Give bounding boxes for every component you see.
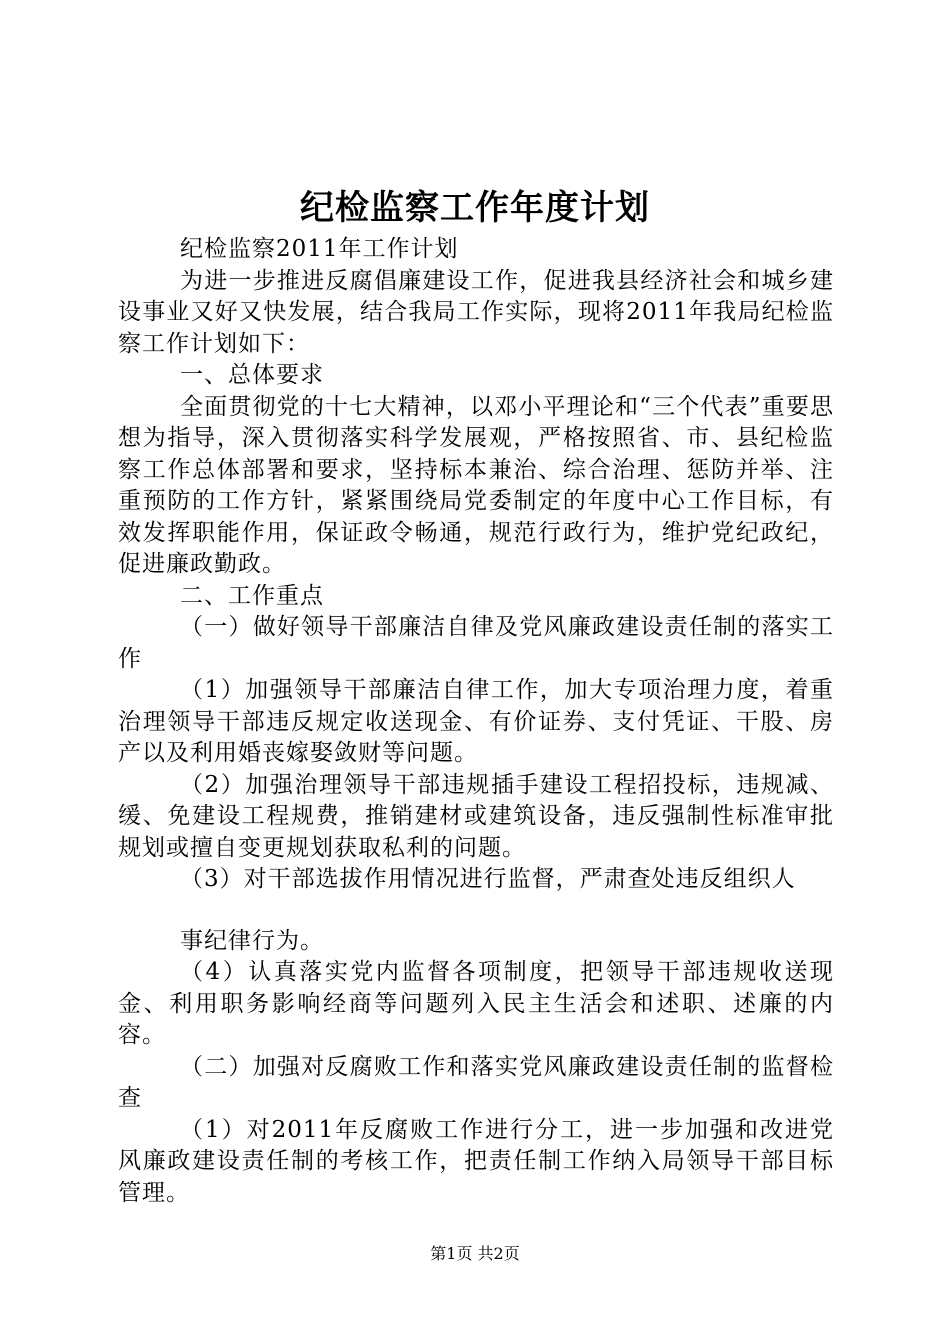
paragraph-item-1-1: （1）加强领导干部廉洁自律工作，加大专项治理力度，着重治理领导干部违反规定收送现金、有价证券、支付凭证、干股、房产以及利用婚丧嫁娶敛财等问题。 (118, 677, 834, 766)
paragraph-general-requirements: 全面贯彻党的十七大精神，以邓小平理论和“三个代表”重要思想为指导，深入贯彻落实科学发展观，严格按照省、市、县纪检监察工作总体部署和要求，坚持标本兼治、综合治理、惩防并举、注重预防的工作方针，紧紧围绕局党委制定的年度中心工作目标，有效发挥职能作用，保证政令畅通，规范行政行为，维护党纪政纪，促进廉政勤政。 (118, 393, 834, 577)
page-footer: 第1页 共2页 (430, 1244, 520, 1263)
paragraph-intro: 为进一步推进反腐倡廉建设工作，促进我县经济社会和城乡建设事业又好又快发展，结合我局工作实际，现将2011年我局纪检监察工作计划如下： (118, 267, 834, 357)
document-body (118, 234, 834, 1209)
paragraph-item-1-4: （4）认真落实党内监督各项制度，把领导干部违规收送现金、利用职务影响经商等问题列入民主生活会和述职、述廉的内容。 (118, 959, 834, 1048)
subheading-section-1: （一）做好领导干部廉洁自律及党风廉政建设责任制的落实工作 (118, 614, 834, 672)
document-title: 纪检监察工作年度计划 (300, 188, 650, 228)
paragraph-item-2-1: （1）对2011年反腐败工作进行分工，进一步加强和改进党风廉政建设责任制的考核工作，把责任制工作纳入局领导干部目标管理。 (118, 1116, 834, 1206)
paragraph-item-1-3-continued: 事纪律行为。 (180, 927, 324, 954)
subheading-section-2: （二）加强对反腐败工作和落实党风廉政建设责任制的监督检查 (118, 1053, 834, 1111)
paragraph-subtitle: 纪检监察2011年工作计划 (180, 236, 459, 262)
paragraph-item-1-2: （2）加强治理领导干部违规插手建设工程招投标，违规减、缓、免建设工程规费，推销建材或建筑设备，违反强制性标准审批规划或擅自变更规划获取私利的问题。 (118, 771, 834, 861)
heading-general-requirements: 一、总体要求 (180, 362, 324, 388)
heading-work-focus: 二、工作重点 (180, 582, 324, 609)
paragraph-item-1-3: （3）对干部选拔作用情况进行监督，严肃查处违反组织人 (180, 866, 796, 892)
